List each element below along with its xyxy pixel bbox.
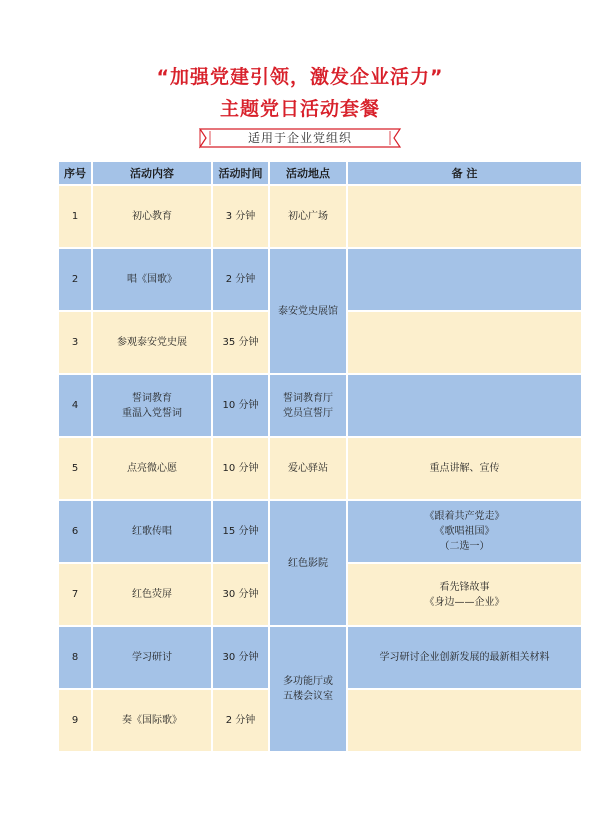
table-row xyxy=(59,249,581,310)
cell-note: 学习研讨企业创新发展的最新相关材料 xyxy=(348,627,581,688)
cell-content: 奏《国际歌》 xyxy=(93,690,211,751)
table-row xyxy=(59,375,581,436)
ribbon-text: 适用于企业党组织 xyxy=(247,131,352,145)
cell-place: 泰安党史展馆 xyxy=(270,249,346,373)
cell-time: 2 分钟 xyxy=(213,249,268,310)
header-content: 活动内容 xyxy=(93,162,211,184)
cell-no: 1 xyxy=(59,186,91,247)
cell-content: 初心教育 xyxy=(93,186,211,247)
header-no: 序号 xyxy=(59,162,91,184)
cell-note: 看先锋故事 《身边——企业》 xyxy=(348,564,581,625)
cell-time: 10 分钟 xyxy=(213,438,268,499)
cell-note xyxy=(348,249,581,310)
cell-content: 唱《国歌》 xyxy=(93,249,211,310)
table-header-row xyxy=(59,162,581,184)
cell-time: 30 分钟 xyxy=(213,627,268,688)
table-row xyxy=(59,627,581,688)
header-time: 活动时间 xyxy=(213,162,268,184)
cell-time: 35 分钟 xyxy=(213,312,268,373)
cell-time: 2 分钟 xyxy=(213,690,268,751)
cell-time: 3 分钟 xyxy=(213,186,268,247)
cell-no: 4 xyxy=(59,375,91,436)
cell-content: 誓词教育 重温入党誓词 xyxy=(93,375,211,436)
cell-content: 学习研讨 xyxy=(93,627,211,688)
cell-place: 红色影院 xyxy=(270,501,346,625)
cell-no: 6 xyxy=(59,501,91,562)
cell-note xyxy=(348,690,581,751)
cell-no: 2 xyxy=(59,249,91,310)
cell-note xyxy=(348,312,581,373)
title-line-1: “加强党建引领，激发企业活力” xyxy=(156,66,444,88)
title-line-2: 主题党日活动套餐 xyxy=(219,98,380,120)
cell-note: 《跟着共产党走》 《歌唱祖国》 （二选一） xyxy=(348,501,581,562)
table-row xyxy=(59,438,581,499)
cell-time: 15 分钟 xyxy=(213,501,268,562)
cell-note xyxy=(348,375,581,436)
cell-place: 爱心驿站 xyxy=(270,438,346,499)
cell-no: 5 xyxy=(59,438,91,499)
cell-content: 参观泰安党史展 xyxy=(93,312,211,373)
cell-content: 点亮微心愿 xyxy=(93,438,211,499)
cell-no: 9 xyxy=(59,690,91,751)
activity-table xyxy=(57,160,583,753)
cell-time: 10 分钟 xyxy=(213,375,268,436)
cell-no: 3 xyxy=(59,312,91,373)
cell-place: 誓词教育厅 党员宣誓厅 xyxy=(270,375,346,436)
cell-note: 重点讲解、宣传 xyxy=(348,438,581,499)
ribbon-banner xyxy=(198,127,402,151)
cell-no: 7 xyxy=(59,564,91,625)
header-note: 备 注 xyxy=(348,162,581,184)
cell-no: 8 xyxy=(59,627,91,688)
cell-note xyxy=(348,186,581,247)
cell-place: 初心广场 xyxy=(270,186,346,247)
cell-time: 30 分钟 xyxy=(213,564,268,625)
table-row xyxy=(59,186,581,247)
header-place: 活动地点 xyxy=(270,162,346,184)
table-row xyxy=(59,501,581,562)
cell-content: 红色荧屏 xyxy=(93,564,211,625)
cell-place: 多功能厅或 五楼会议室 xyxy=(270,627,346,751)
cell-content: 红歌传唱 xyxy=(93,501,211,562)
